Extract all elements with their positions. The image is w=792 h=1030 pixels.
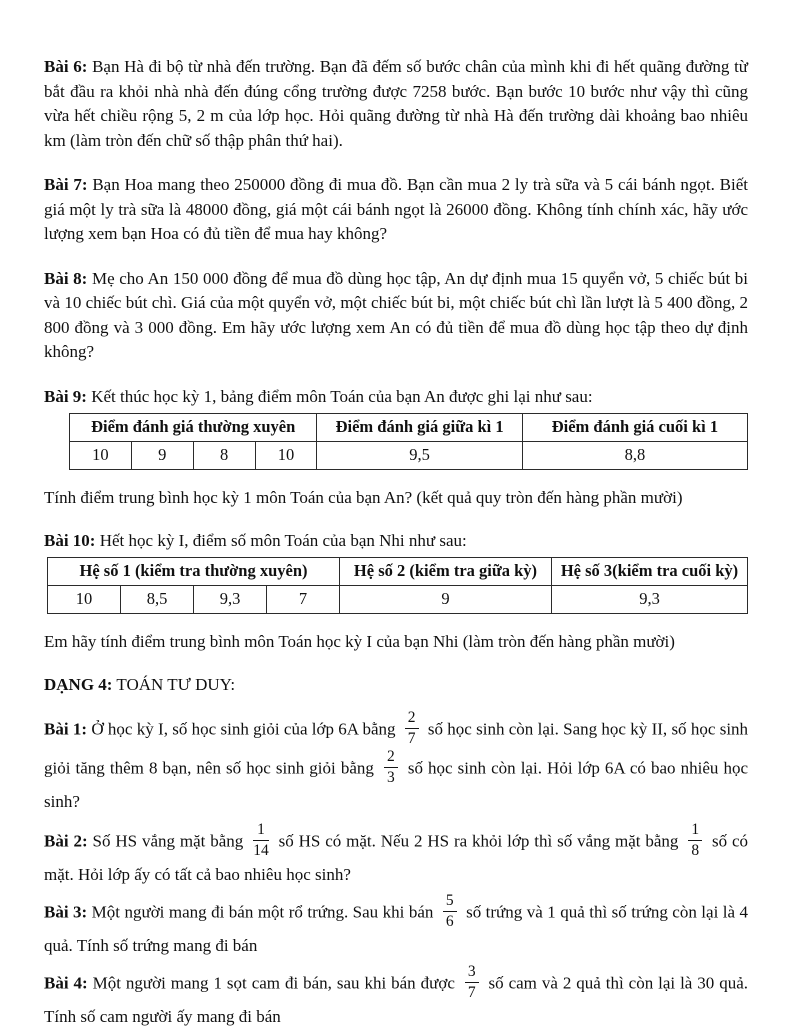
table-header-row (48, 558, 748, 586)
table-cell: 7 (267, 586, 340, 614)
problem-7 (44, 173, 748, 247)
thinking-problem-1-text-2: số học sinh còn lại. Sang học kỳ II, số học sinh giỏi tăng thêm 8 bạn, nên số học sinh giỏi bằng (44, 719, 749, 778)
problem-7-text: Bạn Hoa mang theo 250000 đồng đi mua đồ. Bạn cần mua 2 ly trà sữa và 5 cái bánh ngọt. Biết giá một ly trà sữa là 48000 đồng, giá một cái bánh ngọt là 26000 đồng. Không tính chính xác, hãy ước lượng xem bạn Hoa có đủ tiền để mua hay không? (44, 175, 748, 243)
fraction (688, 821, 702, 860)
fraction-numerator: 1 (253, 821, 269, 841)
fraction (465, 963, 479, 1002)
problem-10-label: Bài 10: (44, 530, 96, 550)
table-header-midterm: Điểm đánh giá giữa kì 1 (317, 414, 522, 442)
thinking-problem-2-text-2: số HS có mặt. Nếu 2 HS ra khỏi lớp thì số vắng mặt bằng (278, 831, 679, 851)
problem-6-label: Bài 6: (44, 57, 88, 76)
problem-6-text: Bạn Hà đi bộ từ nhà đến trường. Bạn đã đếm số bước chân của mình khi đi hết quãng đường từ bắt đầu ra khỏi nhà nhà đến đúng cổng trường được 7258 bước. Bạn bước 10 bước như vậy thì cũng vừa hết chiều rộng 5, 2 m của lớp học. Hỏi quãng đường từ nhà Hà đến trường dài khoảng bao nhiêu km (làm tròn đến chữ số thập phân thứ hai). (44, 57, 749, 150)
problem-9-question: Tính điểm trung bình học kỳ 1 môn Toán của bạn An? (kết quả quy tròn đến hàng phần mười) (44, 488, 683, 507)
table-header-final: Hệ số 3(kiểm tra cuối kỳ) (552, 558, 748, 586)
table-cell: 8,8 (522, 442, 747, 470)
table-cell: 9,3 (194, 586, 267, 614)
bai10-score-table (47, 557, 748, 614)
table-cell: 8,5 (121, 586, 194, 614)
fraction-denominator: 6 (445, 913, 454, 930)
thinking-problem-3-text-1: Một người mang đi bán một rổ trứng. Sau khi bán (91, 902, 434, 922)
table-header-regular: Điểm đánh giá thường xuyên (70, 414, 317, 442)
table-cell: 10 (70, 442, 132, 470)
fraction (443, 892, 457, 931)
fraction-denominator: 14 (253, 842, 269, 859)
fraction-denominator: 8 (691, 842, 700, 859)
section-4-label: DẠNG 4: (44, 674, 113, 694)
fraction (384, 748, 398, 787)
thinking-problem-4-text-2: số cam và 2 quả thì còn lại là 30 quả. Tính số cam người ấy mang đi bán (44, 973, 749, 1026)
problem-8 (44, 267, 748, 365)
fraction-numerator: 2 (405, 709, 419, 729)
fraction-denominator: 7 (467, 984, 476, 1001)
thinking-problem-1-label: Bài 1: (44, 719, 88, 739)
problem-6 (44, 55, 748, 153)
thinking-problem-4-label: Bài 4: (44, 973, 88, 993)
thinking-problem-3 (44, 894, 748, 959)
table-score-row (70, 442, 748, 470)
thinking-problem-3-label: Bài 3: (44, 902, 88, 922)
table-header-row (70, 414, 748, 442)
problem-9-intro-text: Kết thúc học kỳ 1, bảng điểm môn Toán của bạn An được ghi lại như sau: (91, 386, 593, 406)
fraction (253, 821, 269, 860)
table-cell: 9 (340, 586, 552, 614)
problem-10-intro (44, 529, 748, 554)
table-cell: 9,5 (317, 442, 522, 470)
problem-9-label: Bài 9: (44, 386, 87, 406)
fraction-numerator: 3 (465, 963, 479, 983)
table-cell: 9,3 (552, 586, 748, 614)
thinking-problem-4 (44, 965, 748, 1030)
table-cell: 10 (255, 442, 317, 470)
fraction-denominator: 7 (407, 730, 416, 747)
fraction-numerator: 2 (384, 748, 398, 768)
table-score-row (48, 586, 748, 614)
fraction-numerator: 5 (443, 892, 457, 912)
section-4-heading (44, 673, 748, 698)
thinking-problem-2 (44, 823, 748, 888)
problem-8-text: Mẹ cho An 150 000 đồng để mua đồ dùng học tập, An dự định mua 15 quyển vở, 5 chiếc bút bi và 10 chiếc bút chì. Giá của một quyển vở, một chiếc bút bi, một chiếc bút chì lần lượt là 5 400 đồng, 2 800 đồng và 3 000 đồng. Em hãy ước lượng xem An có đủ tiền để mua đồ dùng học tập theo dự định không? (44, 268, 749, 361)
thinking-problem-4-text-1: Một người mang 1 sọt cam đi bán, sau khi bán được (92, 973, 455, 993)
fraction-numerator: 1 (688, 821, 702, 841)
table-header-final: Điểm đánh giá cuối kì 1 (522, 414, 747, 442)
table-cell: 10 (48, 586, 121, 614)
fraction-denominator: 3 (386, 769, 395, 786)
section-4-title: TOÁN TƯ DUY: (116, 674, 236, 694)
thinking-problem-1-text-3: số học sinh còn lại. Hỏi lớp 6A có bao nhiêu học sinh? (44, 758, 749, 811)
thinking-problem-2-label: Bài 2: (44, 831, 88, 851)
problem-8-label: Bài 8: (44, 268, 88, 288)
table-cell: 8 (193, 442, 255, 470)
problem-7-label: Bài 7: (44, 175, 88, 194)
bai9-score-table (69, 413, 748, 470)
table-cell: 9 (131, 442, 193, 470)
problem-9-intro (44, 385, 748, 410)
problem-10-question: Em hãy tính điểm trung bình môn Toán học kỳ I của bạn Nhi (làm tròn đến hàng phần mười) (44, 632, 675, 651)
problem-10-intro-text: Hết học kỳ I, điểm số môn Toán của bạn Nhi như sau: (99, 530, 467, 550)
fraction (405, 709, 419, 748)
table-header-regular: Hệ số 1 (kiểm tra thường xuyên) (48, 558, 340, 586)
thinking-problem-1 (44, 711, 748, 815)
thinking-problem-3-text-2: số trứng và 1 quả thì số trứng còn lại là 4 quả. Tính số trứng mang đi bán (44, 902, 748, 955)
thinking-problem-2-text-3: số có mặt. Hỏi lớp ấy có tất cả bao nhiêu học sinh? (44, 831, 749, 884)
table-header-midterm: Hệ số 2 (kiểm tra giữa kỳ) (340, 558, 552, 586)
thinking-problem-1-text-1: Ở học kỳ I, số học sinh giỏi của lớp 6A bằng (91, 719, 396, 739)
thinking-problem-2-text-1: Số HS vắng mặt bằng (92, 831, 244, 851)
